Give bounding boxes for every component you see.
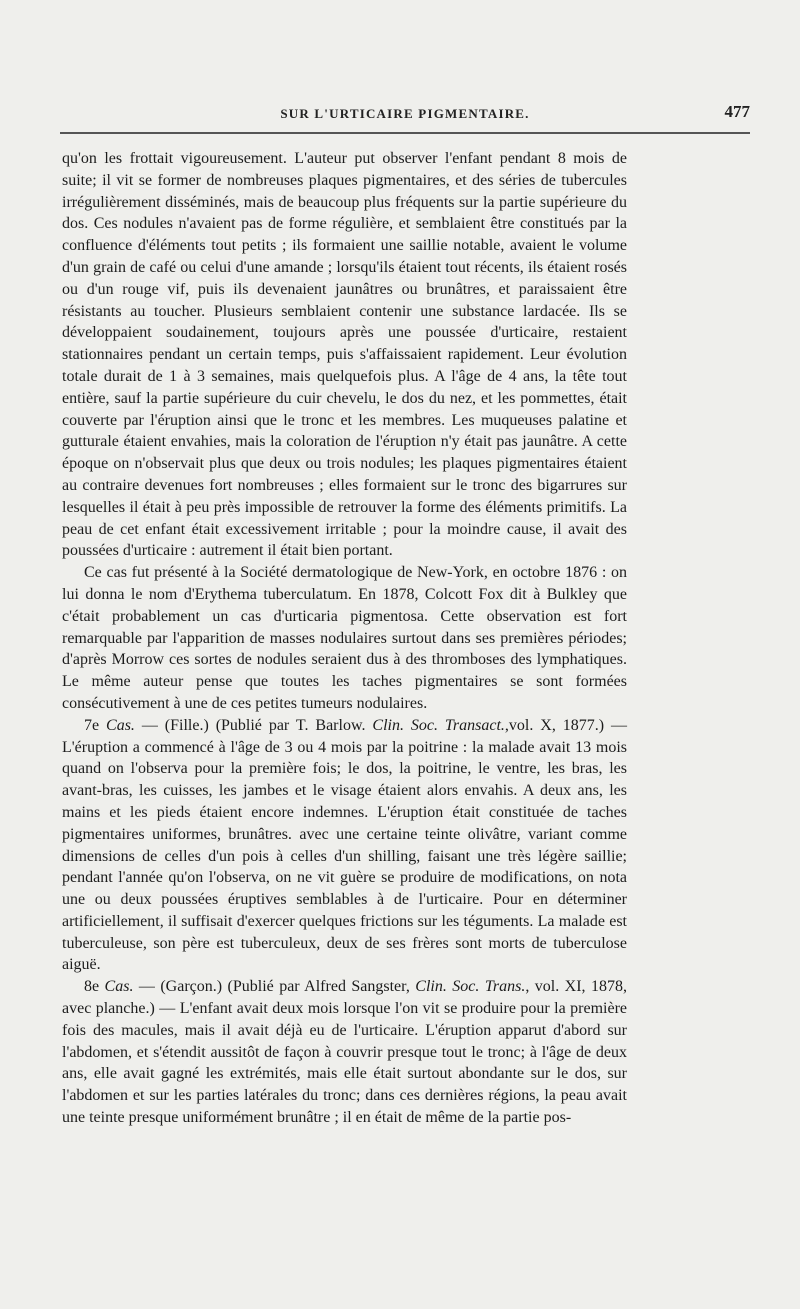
case-source: — (Garçon.) (Publié par Alfred Sangster,: [133, 978, 416, 996]
page-header: [60, 98, 750, 134]
case-label: Cas.: [106, 716, 135, 734]
case-journal: Clin. Soc. Trans.: [415, 978, 526, 996]
paragraph-case-8: [62, 976, 627, 1129]
page-number: 477: [724, 102, 750, 121]
paragraph-text: ,vol. X, 1877.) — L'éruption a commencé à l'âge de 3 ou 4 mois par la poitrine : la malade avait 13 mois quand on l'observa pour la première fois; le dos, la poitrine, le ventre, les bras, les avant-bras, les cuisses, les jambes et le visage étaient alors envahis. A deux ans, les mains et les pieds étaient encore indemnes. L'éruption était constituée de taches pigmentaires uniformes, brunâtres. avec une certaine teinte olivâtre, variant comme dimensions de celles d'un pois à celles d'un shilling, faisant une très légère saillie; pendant l'année qu'on l'observa, on ne vit guère se produire de modifications, on nota une ou deux poussées éruptives semblables à de l'urticaire. Pour en déterminer artificiellement, il suffisait d'exercer quelques frictions sur les téguments. La malade est tuberculeuse, son père est tuberculeux, deux de ses frères sont morts de tuberculose aiguë.: [62, 716, 628, 974]
case-number: 8e: [84, 978, 105, 996]
running-title: SUR L'URTICAIRE PIGMENTAIRE.: [280, 106, 530, 121]
case-label: Cas.: [104, 978, 134, 996]
paragraph-text: Ce cas fut présenté à la Société dermatologique de New-York, en octobre 1876 : on lui donna le nom d'Erythema tuberculatum. En 1878, Colcott Fox dit à Bulkley que c'était probablement un cas d'urticaria pigmentosa. Cette observation est fort remarquable par l'apparition de masses nodulaires surtout dans ses premières périodes; d'après Morrow ces sortes de nodules seraient dus à des thromboses des lymphatiques. Le même auteur pense que toutes les taches pigmentaires se sont formées consécutivement à une de ces petites tumeurs nodulaires.: [62, 564, 627, 712]
header-rule: [60, 132, 750, 134]
paragraph-case-discussion: [62, 562, 627, 715]
case-journal: Clin. Soc. Transact.: [372, 716, 505, 734]
paragraph-case-7: [62, 715, 627, 977]
paragraph-text: , vol. XI, 1878, avec planche.) — L'enfant avait deux mois lorsque l'on vit se produire pour la première fois des macules, mais il avait déjà eu de l'urticaire. L'éruption apparut d'abord sur l'abdomen, et s'étendit aussitôt de façon à couvrir presque tout le tronc; à l'âge de deux ans, elle avait gagné les extrémités, mais elle était surtout abondante sur le dos, sur l'abdomen et sur les parties latérales du tronc; dans ces dernières régions, la peau avait une teinte presque uniformément brunâtre ; il en était de même de la partie pos-: [62, 978, 627, 1127]
paragraph-continuation: [62, 148, 627, 562]
body-text: [62, 148, 627, 1129]
paragraph-text: qu'on les frottait vigoureusement. L'auteur put observer l'enfant pendant 8 mois de suite; il vit se former de nombreuses plaques pigmentaires, et des séries de tubercules irrégulièrement disséminés, mais de beaucoup plus fréquents sur la partie supérieure du dos. Ces nodules n'avaient pas de forme régulière, et semblaient être constitués par la confluence d'éléments tout petits ; ils formaient une saillie notable, avaient le volume d'un grain de café ou celui d'une amande ; lorsqu'ils étaient tout récents, ils étaient rosés ou d'un rouge vif, puis ils devenaient jaunâtres ou brunâtres, et paraissaient être résistants au toucher. Plusieurs semblaient contenir une substance lardacée. Ils se développaient soudainement, toujours après une poussée d'urticaire, restaient stationnaires pendant un certain temps, puis s'affaissaient rapidement. Leur évolution totale durait de 1 à 3 semaines, mais quelquefois plus. A l'âge de 4 ans, la tête tout entière, sauf la partie supérieure du cuir chevelu, le dos du nez, et les pommettes, était couverte par l'éruption ainsi que le tronc et les membres. Les muqueuses palatine et gutturale étaient envahies, mais la coloration de l'éruption n'y était pas jaunâtre. A cette époque on n'observait plus que deux ou trois nodules; les plaques pigmentaires étaient au contraire devenues fort nombreuses ; elles formaient sur le tronc des bigarrures sur lesquelles il était à peu près impossible de retrouver la forme des éléments primitifs. La peau de cet enfant était excessivement irritable ; pour la moindre cause, il avait des poussées d'urticaire : autrement il était bien portant.: [62, 150, 627, 560]
case-source: — (Fille.) (Publié par T. Barlow.: [134, 716, 373, 734]
case-number: 7e: [84, 716, 107, 734]
